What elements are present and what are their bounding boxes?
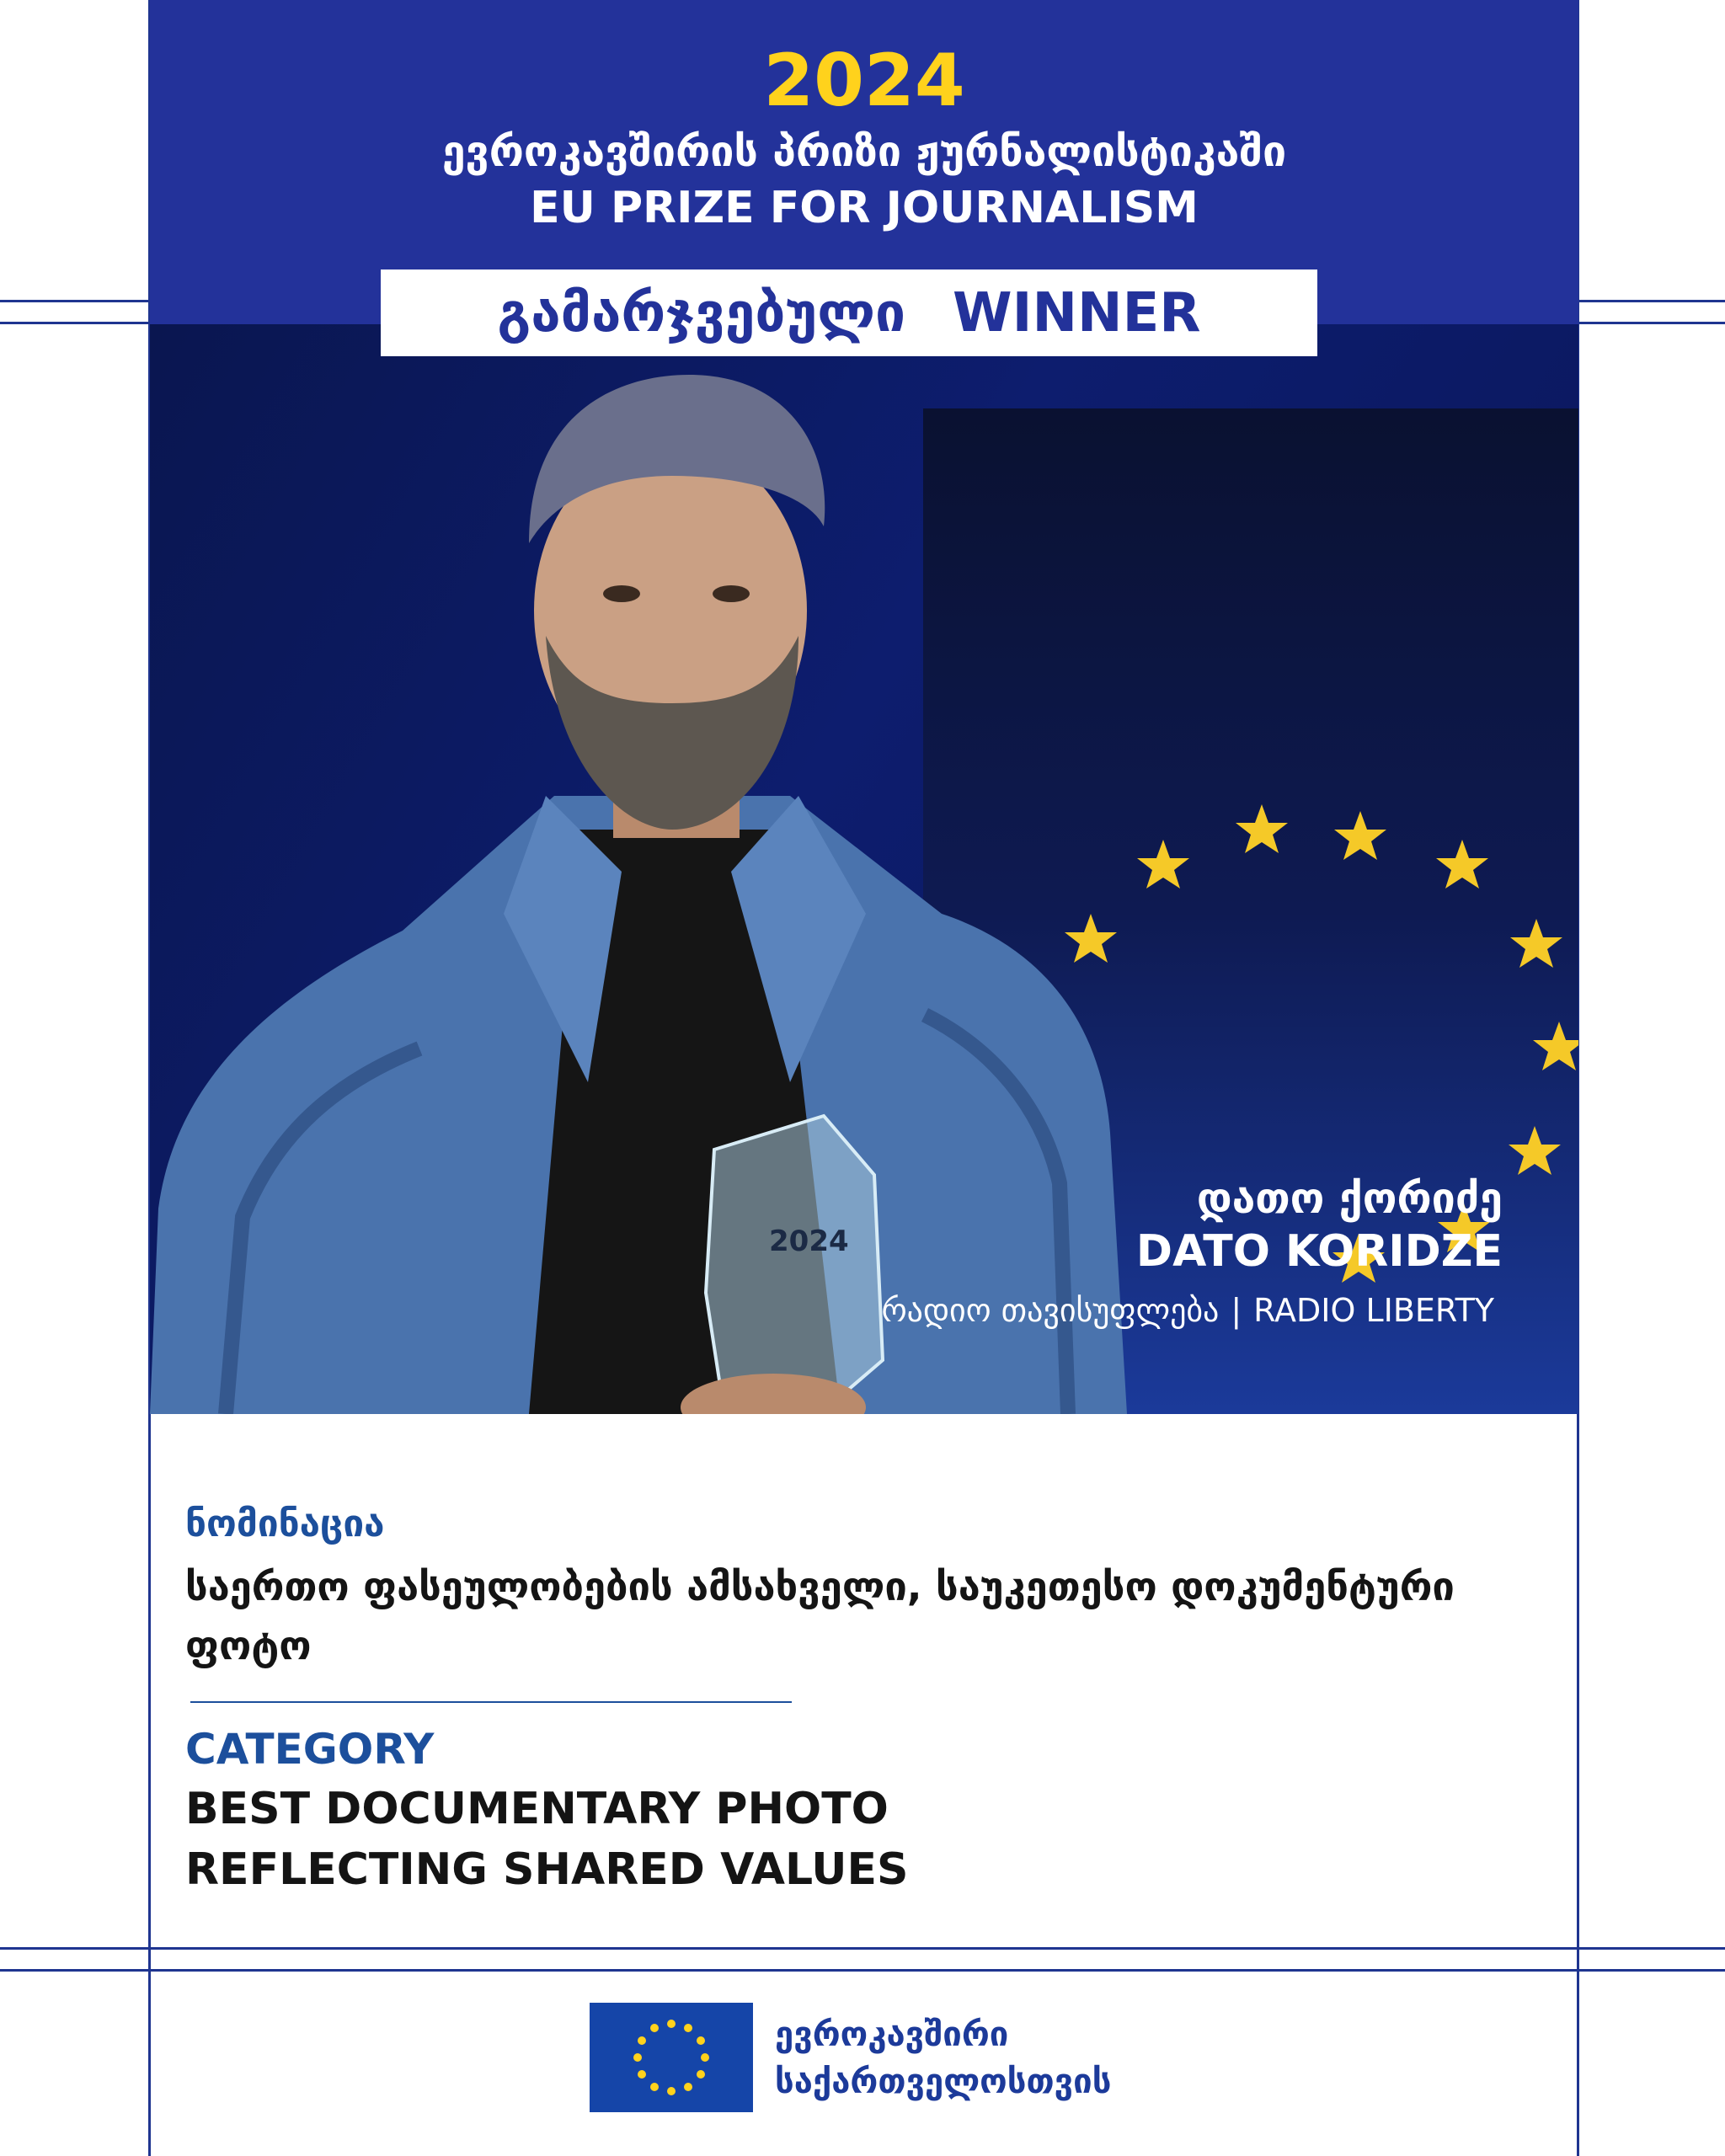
category-text	[185, 1779, 1196, 1900]
footer-line-1: ევროკავშირი	[775, 2015, 1009, 2054]
winner-label-georgian: გამარჯვებული	[497, 281, 906, 344]
eu-flag-icon	[590, 2003, 753, 2112]
section-divider	[190, 1701, 792, 1703]
award-year: 2024	[763, 39, 965, 123]
category-line-1: BEST DOCUMENTARY PHOTO	[185, 1784, 889, 1834]
winner-label-english: WINNER	[953, 281, 1201, 344]
nomination-text: საერთო ფასეულობების ამსახველი, საუკეთესო დოკუმენტური ფოტო	[185, 1564, 1455, 1669]
award-title-english: EU PRIZE FOR JOURNALISM	[530, 183, 1199, 233]
laureate-name-english: DATO KORIDZE	[1135, 1226, 1503, 1277]
winner-badge	[381, 270, 1317, 356]
laureate-name-georgian: დათო ქორიძე	[1196, 1174, 1503, 1223]
category-line-2: REFLECTING SHARED VALUES	[185, 1844, 909, 1895]
frame-line-bottom-2	[0, 1969, 1725, 1972]
outlet-english: RADIO LIBERTY	[1253, 1292, 1494, 1329]
outlet-georgian: რადიო თავისუფლება	[881, 1292, 1220, 1329]
footer-line-2: საქართველოსთვის	[775, 2063, 1112, 2101]
laureate-photo	[150, 324, 1578, 1414]
outlet-separator: |	[1231, 1292, 1242, 1329]
trophy	[706, 1116, 883, 1411]
laureate-outlet	[881, 1289, 1494, 1331]
award-title-georgian: ევროკავშირის პრიზი ჟურნალისტიკაში	[441, 127, 1287, 176]
category-label: CATEGORY	[185, 1725, 435, 1774]
trophy-year: 2024	[769, 1225, 849, 1258]
eu-georgia-logo-text	[775, 2011, 1111, 2105]
nomination-label: ნომინაცია	[185, 1502, 385, 1545]
frame-line-bottom-1	[0, 1947, 1725, 1950]
